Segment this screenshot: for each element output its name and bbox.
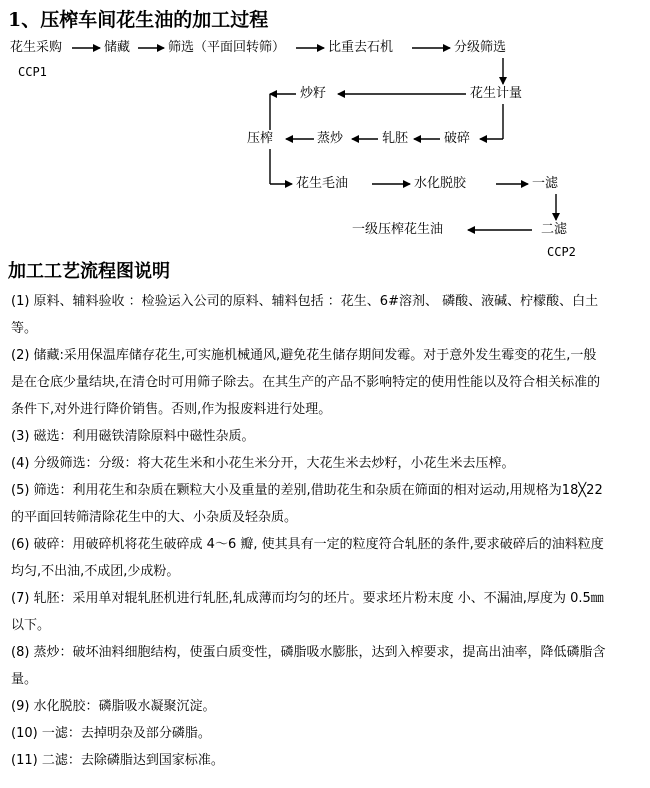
- desc-item-7: (7) 轧胚：采用单对辊轧胚机进行轧胚,轧成薄而均匀的坯片。要求坯片粉末度 小、不漏油,厚度为 0.5㎜以下。: [11, 591, 604, 633]
- process-flowchart: [0, 36, 650, 262]
- node-filter2: 二滤: [541, 222, 568, 237]
- desc-item-6: (6) 破碎：用破碎机将花生破碎成 4～6 瓣, 使其具有一定的粒度符合轧胚的条件,要求破碎后的油料粒度均匀,不出油,不成团,少成粉。: [11, 537, 604, 579]
- node-grade-screen: 分级筛选: [454, 40, 507, 55]
- page-title: 1、压榨车间花生油的加工过程: [8, 9, 269, 31]
- desc-item-9: (9) 水化脱胶：磷脂吸水凝聚沉淀。: [11, 699, 216, 714]
- node-storage: 储藏: [104, 40, 131, 55]
- desc-item-4: (4) 分级筛选：分级：将大花生米和小花生米分开，大花生米去炒籽，小花生米去压榨。: [11, 456, 515, 471]
- desc-item-2: (2) 储藏:采用保温库储存花生,可实施机械通风,避免花生储存期间发霉。对于意外发生霉变的花生,一般是在仓底少量结块,在清仓时可用筛子除去。在其生产的产品不影响特定的使用性能以及符合相关标准的条件下,对外进行降价销售。否则,作为报废料进行处理。: [11, 348, 601, 417]
- desc-item-10: (10) 一滤：去掉明杂及部分磷脂。: [11, 726, 211, 741]
- section-title: 加工工艺流程图说明: [8, 261, 170, 282]
- node-procure: 花生采购: [10, 40, 63, 55]
- node-press: 压榨: [247, 131, 274, 146]
- node-flake: 轧胚: [382, 131, 409, 146]
- node-final-oil: 一级压榨花生油: [352, 222, 444, 237]
- node-filter1: 一滤: [532, 176, 559, 191]
- desc-item-5: (5) 筛选：利用花生和杂质在颗粒大小及重量的差别,借助花生和杂质在筛面的相对运动,用规格为18╳22的平面回转筛清除花生中的大、小杂质及轻杂质。: [11, 483, 603, 525]
- node-weigh: 花生计量: [470, 86, 523, 101]
- ccp1-label: CCP1: [18, 65, 47, 79]
- node-degum: 水化脱胶: [414, 176, 467, 191]
- node-steam: 蒸炒: [317, 131, 344, 146]
- desc-item-3: (3) 磁选：利用磁铁清除原料中磁性杂质。: [11, 429, 255, 444]
- desc-item-1: (1) 原料、辅料验收 ：检验运入公司的原料、辅料包括 ：花生、6#溶剂、 磷酸、液碱、柠檬酸、白土等。: [11, 294, 599, 336]
- node-destone: 比重去石机: [328, 40, 394, 55]
- node-roast: 炒籽: [300, 86, 327, 101]
- node-screen: 筛选（平面回转筛）: [168, 40, 286, 55]
- process-description: [11, 288, 609, 774]
- node-crude-oil: 花生毛油: [296, 176, 349, 191]
- desc-item-11: (11) 二滤：去除磷脂达到国家标准。: [11, 753, 224, 768]
- ccp2-label: CCP2: [547, 245, 576, 259]
- node-crush: 破碎: [444, 131, 471, 146]
- desc-item-8: (8) 蒸炒：破坏油料细胞结构，使蛋白质变性，磷脂吸水膨胀，达到入榨要求，提高出油率，降低磷脂含量。: [11, 645, 606, 687]
